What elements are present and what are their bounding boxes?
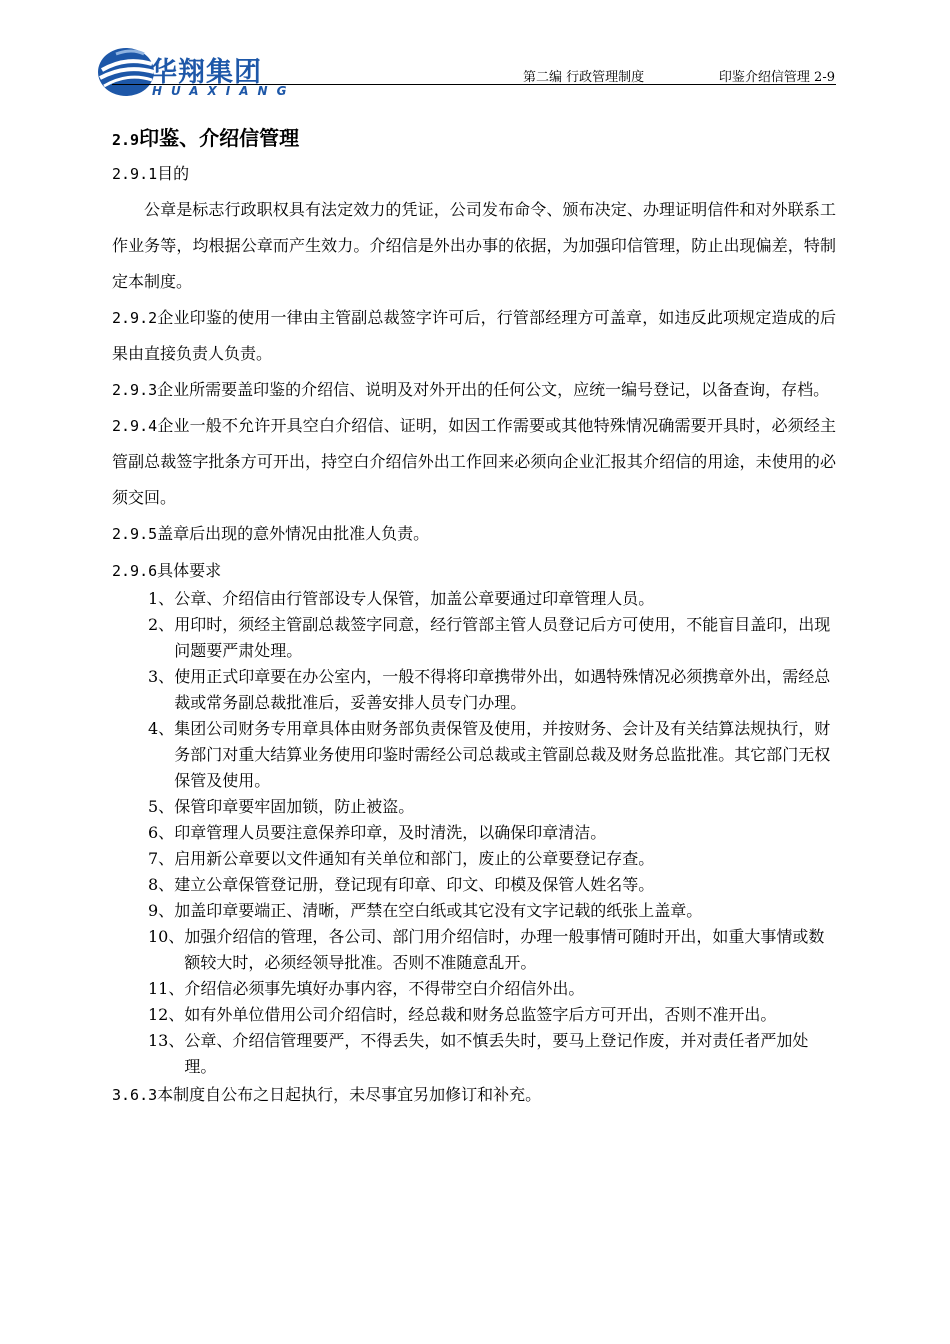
list-item-text: 建立公章保管登记册，登记现有印章、印文、印模及保管人姓名等。: [174, 875, 655, 894]
list-item-number: 10、: [148, 927, 185, 946]
list-item-number: 4、: [148, 719, 175, 738]
title-number: 2.9: [112, 131, 140, 149]
list-item-number: 3、: [148, 667, 175, 686]
list-item: [112, 1002, 836, 1028]
section-number: 2.9.3: [112, 381, 158, 399]
list-item-text: 如有外单位借用公司介绍信时，经总裁和财务总监签字后方可开出，否则不准开出。: [184, 1005, 777, 1024]
section-text: 本制度自公布之日起执行，未尽事宜另加修订和补充。: [157, 1085, 542, 1104]
list-item-number: 9、: [148, 901, 175, 920]
section-text: 企业印鉴的使用一律由主管副总裁签字许可后，行管部经理方可盖章，如违反此项规定造成的后果由直接负责人负责。: [112, 308, 836, 363]
section-title: 目的: [157, 164, 190, 183]
list-item: [112, 924, 836, 976]
list-item-number: 12、: [148, 1005, 185, 1024]
list-item-number: 1、: [148, 589, 175, 608]
list-item: [112, 1028, 836, 1080]
list-item-text: 公章、介绍信管理要严，不得丢失，如不慎丢失时，要马上登记作废，并对责任者严加处理。: [184, 1031, 809, 1076]
list-item-text: 使用正式印章要在办公室内，一般不得将印章携带外出，如遇特殊情况必须携章外出，需经总裁或常务副总裁批准后，妥善安排人员专门办理。: [174, 667, 831, 712]
section-2-9-5: [112, 516, 836, 552]
list-item-number: 11、: [148, 979, 185, 998]
list-item: [112, 586, 836, 612]
header-divider: [112, 84, 836, 85]
section-number: 2.9.6: [112, 562, 158, 580]
section-number: 2.9.2: [112, 309, 158, 327]
logo-chinese-name: 华翔集团: [150, 57, 262, 88]
list-item-number: 8、: [148, 875, 175, 894]
list-item-text: 加盖印章要端正、清晰，严禁在空白纸或其它没有文字记载的纸张上盖章。: [174, 901, 703, 920]
list-item-number: 7、: [148, 849, 175, 868]
list-item-text: 介绍信必须事先填好办事内容，不得带空白介绍信外出。: [184, 979, 585, 998]
list-item-text: 用印时，须经主管副总裁签字同意，经行管部主管人员登记后方可使用，不能盲目盖印，出现问题要严肃处理。: [174, 615, 831, 660]
page-title: [112, 120, 836, 156]
page-header: [0, 0, 950, 110]
list-item-text: 加强介绍信的管理，各公司、部门用介绍信时，办理一般事情可随时开出，如重大事情或数额较大时，必须经领导批准。否则不准随意乱开。: [184, 927, 825, 972]
title-text: 印鉴、介绍信管理: [139, 126, 300, 150]
list-item: [112, 794, 836, 820]
list-item-text: 公章、介绍信由行管部设专人保管，加盖公章要通过印章管理人员。: [174, 589, 655, 608]
section-number: 3.6.3: [112, 1086, 158, 1104]
list-item: [112, 846, 836, 872]
section-number: 2.9.4: [112, 417, 158, 435]
list-item-text: 集团公司财务专用章具体由财务部负责保管及使用，并按财务、会计及有关结算法规执行，财务部门对重大结算业务使用印鉴时需经公司总裁或主管副总裁及财务总监批准。其它部门无权保管及使用。: [174, 719, 831, 790]
list-item-number: 2、: [148, 615, 175, 634]
section-number: 2.9.5: [112, 525, 158, 543]
header-section: 第二编 行政管理制度: [523, 70, 645, 85]
document-body: [112, 120, 836, 1110]
list-item-text: 印章管理人员要注意保养印章，及时清洗，以确保印章清洁。: [174, 823, 607, 842]
section-2-9-4: [112, 408, 836, 516]
list-item: [112, 820, 836, 846]
list-item-text: 启用新公章要以文件通知有关单位和部门，废止的公章要登记存查。: [174, 849, 655, 868]
list-item: [112, 716, 836, 794]
requirements-list: [112, 586, 836, 1080]
header-chapter: 印鉴介绍信管理 2-9: [718, 70, 835, 85]
list-item: [112, 612, 836, 664]
section-number: 2.9.1: [112, 165, 158, 183]
section-title: 具体要求: [157, 561, 222, 580]
section-2-9-2: [112, 300, 836, 372]
list-item-text: 保管印章要牢固加锁，防止被盗。: [174, 797, 415, 816]
section-text: 企业一般不允许开具空白介绍信、证明，如因工作需要或其他特殊情况确需要开具时，必须经主管副总裁签字批条方可开出，持空白介绍信外出工作回来必须向企业汇报其介绍信的用途，未使用的必须交回。: [112, 416, 836, 507]
section-3-6-3: [112, 1080, 836, 1110]
list-item-number: 13、: [148, 1031, 185, 1050]
section-text: 企业所需要盖印鉴的介绍信、说明及对外开出的任何公文，应统一编号登记，以备查询，存档。: [157, 380, 830, 399]
list-item-number: 5、: [148, 797, 175, 816]
list-item: [112, 872, 836, 898]
list-item-number: 6、: [148, 823, 175, 842]
list-item: [112, 976, 836, 1002]
section-2-9-1-heading: [112, 156, 836, 192]
section-2-9-1-body: 公章是标志行政职权具有法定效力的凭证，公司发布命令、颁布决定、办理证明信件和对外联系工作业务等，均根据公章而产生效力。介绍信是外出办事的依据，为加强印信管理，防止出现偏差，特制定本制度。: [112, 200, 836, 291]
list-item: [112, 898, 836, 924]
logo-english-name: HUAXIANG: [152, 84, 296, 98]
list-item: [112, 664, 836, 716]
section-text: 盖章后出现的意外情况由批准人负责。: [157, 524, 430, 543]
section-2-9-3: [112, 372, 836, 408]
section-2-9-6-heading: [112, 556, 836, 586]
